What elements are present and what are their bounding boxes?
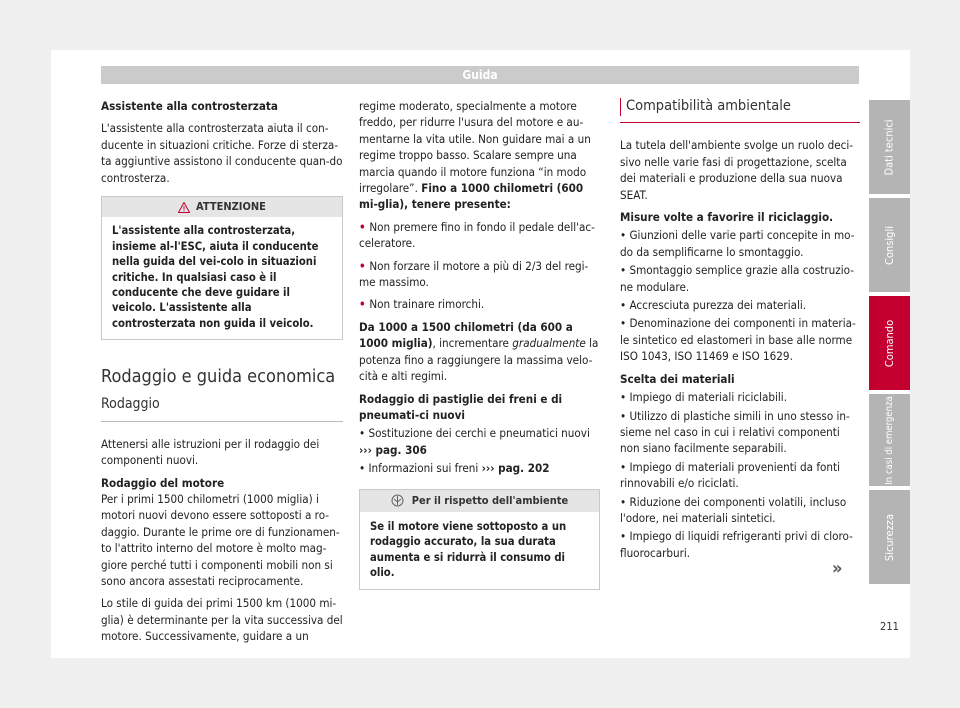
warning-text: L'assistente alla controsterzata, insieme al-l'ESC, aiuta il conducente nella guida del vei-colo in situazioni critiche. In qualsiasi caso è il conducente che deve guidare il veicolo. L'assistente alla controsterzata non guida il veicolo. — [112, 224, 319, 330]
column-3 — [620, 98, 860, 567]
bullet-list — [620, 227, 860, 364]
continue-arrow-icon: » — [832, 558, 843, 579]
list-item: • Non premere fino in fondo il pedale dell'ac-celeratore. — [359, 219, 595, 251]
bullet-list — [359, 219, 600, 313]
list-item: • Sostituzione dei cerchi e pneumatici nuovi ››› pag. 306 — [359, 426, 590, 457]
paragraph — [359, 98, 600, 213]
list-item: • Impiego di materiali provenienti da fonti rinnovabili e/o riciclati. — [620, 459, 840, 491]
paragraph: La tutela dell'ambiente svolge un ruolo deci-sivo nelle varie fasi di progettazione, scelta dei materiali e produzione della sua nuova SEAT. — [620, 138, 854, 202]
page-number: 211 — [880, 620, 899, 633]
page-link[interactable]: pag. 202 — [498, 461, 550, 476]
tab-dati-tecnici[interactable]: Dati tecnici — [869, 100, 910, 194]
section-heading: Compatibilità ambientale — [620, 98, 860, 123]
chapter-heading: Rodaggio e guida economica — [101, 366, 336, 388]
bullet-list — [620, 389, 860, 561]
warning-header — [102, 197, 342, 217]
page-link[interactable]: pag. 306 — [375, 442, 427, 457]
warning-box — [101, 196, 343, 340]
paragraph-text: regime moderato, specialmente a motore freddo, per ridurre l'usura del motore e au-mentarne la vita utile. Non guidare mai a un regime troppo basso. Scalare sempre una marcia quando il motore funziona “in modo irregolare”. — [359, 99, 591, 196]
warning-title: ATTENZIONE — [196, 200, 266, 214]
list-item: • Non trainare rimorchi. — [359, 297, 485, 312]
tab-sicurezza[interactable]: Sicurezza — [869, 490, 910, 584]
list-item: • Smontaggio semplice grazie alla costruzio-ne modulare. — [620, 263, 855, 294]
warning-icon — [178, 202, 190, 213]
list-item: • Riduzione dei componenti volatili, incluso l'odore, nei materiali sintetici. — [620, 494, 847, 525]
environment-header — [360, 490, 599, 512]
page-header: Guida — [101, 66, 859, 84]
environment-box — [359, 489, 600, 590]
environment-title: Per il rispetto dell'ambiente — [411, 493, 569, 507]
list-item: • Informazioni sui freni ››› pag. 202 — [359, 461, 550, 476]
section-title: Assistente alla controsterzata — [101, 99, 278, 113]
paragraph-bold: Fino a 1000 chilometri (600 mi-glia), tenere presente: — [359, 181, 584, 212]
list-item: • Non forzare il motore a più di 2/3 del regi-me massimo. — [359, 258, 589, 290]
subheading: Rodaggio — [101, 396, 343, 421]
intro-paragraph: L'assistente alla controsterzata aiuta il con-ducente in situazioni critiche. Forze di sterza-ta aggiuntive assistono il conducente quan-do controsterza. — [101, 121, 343, 185]
paragraph: Per i primi 1500 chilometri (1000 miglia) i motori nuovi devono essere sottoposti a ro-daggio. Durante le prime ore di funzionamen-to l'attrito interno del motore è molto mag-giore perché tutti i componenti mobili non si sono ancora assestati reciprocamente. — [101, 491, 340, 588]
list-item: • Accresciuta purezza dei materiali. — [620, 298, 807, 313]
leaf-icon — [391, 494, 404, 507]
tab-comando[interactable]: Comando — [869, 296, 910, 390]
paragraph: Attenersi alle istruzioni per il rodaggio dei componenti nuovi. — [101, 436, 320, 468]
paragraph-title: Rodaggio del motore — [101, 475, 225, 490]
column-2 — [359, 98, 600, 590]
list-item: • Impiego di liquidi refrigeranti privi di cloro-fluorocarburi. — [620, 529, 853, 560]
tab-consigli[interactable]: Consigli — [869, 198, 910, 292]
list-item: • Utilizzo di plastiche simili in uno stesso in-sieme nel caso in cui i relativi componenti non siano facilmente separabili. — [620, 408, 850, 456]
column-1 — [101, 98, 343, 651]
list-item: • Giunzioni delle varie parti concepite in mo-do da semplificarne lo smontaggio. — [620, 228, 855, 259]
environment-text: Se il motore viene sottoposto a un rodaggio accurato, la sua durata aumenta e si ridurrà il consumo di olio. — [370, 519, 567, 580]
paragraph: Da 1000 a 1500 chilometri (da 600 a 1000 miglia), incrementare gradualmente la potenza fino a raggiungere la massima velo-cità e alti regimi. — [359, 319, 599, 384]
ref-arrow-icon: ››› — [481, 461, 499, 476]
paragraph-title: Rodaggio di pastiglie dei freni e di pneumati-ci nuovi — [359, 391, 563, 422]
paragraph-title: Scelta dei materiali — [620, 371, 735, 386]
paragraph: Lo stile di guida dei primi 1500 km (1000 mi-glia) è determinante per la vita successiva del motore. Successivamente, guidare a un — [101, 596, 343, 644]
list-item: • Denominazione dei componenti in materia-le sintetico ed elastomeri in base alle norme ISO 1043, ISO 11469 e ISO 1629. — [620, 316, 856, 364]
tab-emergenza[interactable]: In casi di emergenza — [869, 394, 910, 486]
paragraph-title: Misure volte a favorire il riciclaggio. — [620, 210, 834, 225]
list-item: • Impiego di materiali riciclabili. — [620, 390, 788, 405]
ref-arrow-icon: ››› — [359, 442, 376, 457]
